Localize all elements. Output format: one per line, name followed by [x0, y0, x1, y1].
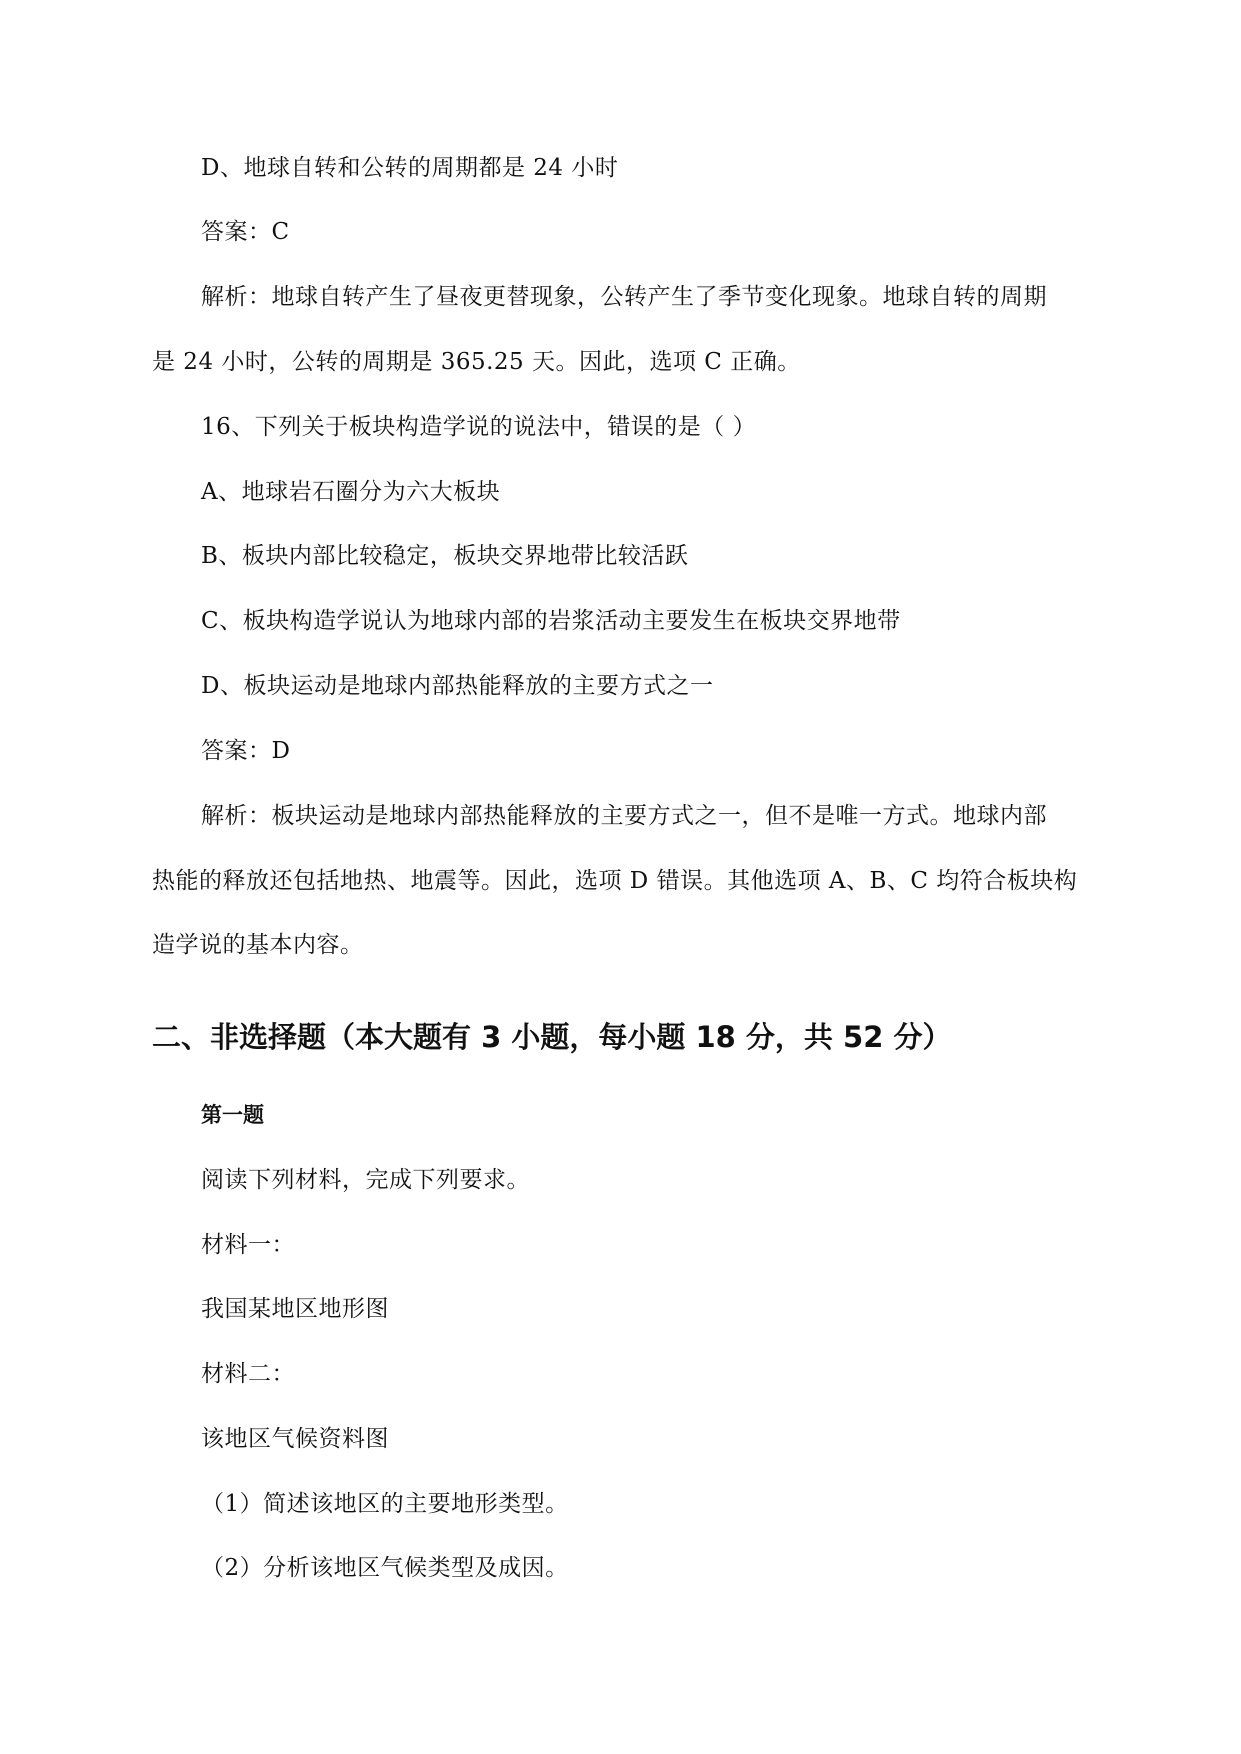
- q16-explanation-line-3: 造学说的基本内容。: [152, 932, 364, 958]
- q16-option-b: B、板块内部比较稳定，板块交界地带比较活跃: [201, 543, 689, 569]
- prev-answer: 答案：C: [201, 219, 290, 245]
- question-1-title: 第一题: [201, 1103, 264, 1127]
- prev-explanation-line-1: 解析：地球自转产生了昼夜更替现象，公转产生了季节变化现象。地球自转的周期: [201, 284, 1047, 310]
- sub-question-2: （2）分析该地区气候类型及成因。: [201, 1555, 569, 1581]
- sub-question-1: （1）简述该地区的主要地形类型。: [201, 1491, 569, 1517]
- section-heading: 二、非选择题（本大题有 3 小题，每小题 18 分，共 52 分）: [152, 1020, 952, 1054]
- instruction-text: 阅读下列材料，完成下列要求。: [201, 1167, 530, 1193]
- prev-explanation-line-2: 是 24 小时，公转的周期是 365.25 天。因此，选项 C 正确。: [152, 349, 801, 375]
- q16-explanation-line-1: 解析：板块运动是地球内部热能释放的主要方式之一，但不是唯一方式。地球内部: [201, 803, 1047, 829]
- material-2-label: 材料二：: [201, 1361, 295, 1387]
- q16-answer: 答案：D: [201, 738, 291, 764]
- q16-explanation-line-2: 热能的释放还包括地热、地震等。因此，选项 D 错误。其他选项 A、B、C 均符合板块构: [152, 868, 1078, 894]
- prev-option-d: D、地球自转和公转的周期都是 24 小时: [201, 155, 619, 181]
- q16-option-c: C、板块构造学说认为地球内部的岩浆活动主要发生在板块交界地带: [201, 608, 901, 634]
- material-2-text: 该地区气候资料图: [201, 1426, 389, 1452]
- q16-option-a: A、地球岩石圈分为六大板块: [201, 479, 501, 505]
- material-1-label: 材料一：: [201, 1232, 295, 1258]
- material-1-text: 我国某地区地形图: [201, 1296, 389, 1322]
- q16-stem: 16、下列关于板块构造学说的说法中，错误的是（ ）: [201, 414, 757, 440]
- q16-option-d: D、板块运动是地球内部热能释放的主要方式之一: [201, 673, 714, 699]
